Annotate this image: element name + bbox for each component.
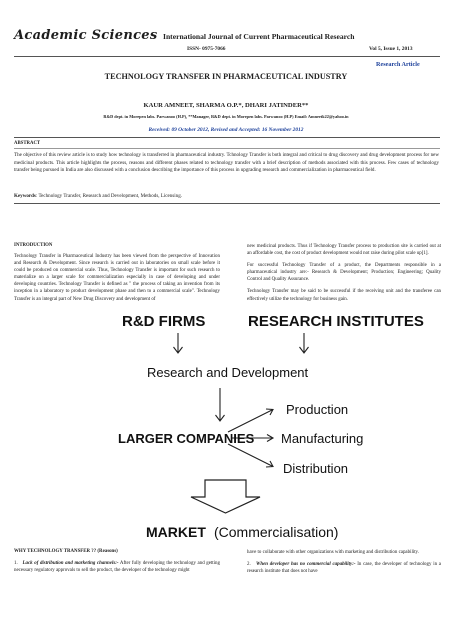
diagram-research-institutes: RESEARCH INSTITUTES <box>248 313 424 330</box>
abstract-heading: ABSTRACT <box>14 141 41 146</box>
article-affiliation: R&D dept. in Morepen labs. Parwanoo (H.P), **Manager, R&D dept. in Morepen labs. Parwanoo (H.P) Email: Amneetk22@yahoo.in <box>103 114 349 119</box>
diagram-manufacturing: Manufacturing <box>281 431 364 446</box>
journal-title: International Journal of Current Pharmaceutical Research <box>163 32 355 41</box>
reason-text: After fully developing the technology and getting necessary regulatory approvals to sell the product, the developer of the technology might <box>14 561 220 574</box>
arrow-rd-firms <box>174 333 183 353</box>
diagram-arrows <box>174 333 309 467</box>
introduction-paragraph: new medicinal products. Thus if Technology Transfer process to production site is carried out at an affordable cost, the cost of product development would not raise during pilot scale up[1]. <box>247 244 441 257</box>
arrow-to-larger-companies <box>216 388 225 421</box>
journal-logo: Academic Sciences <box>14 28 158 43</box>
diagram-distribution: Distribution <box>283 461 349 476</box>
reason-text: In case, the developer of technology in a research institute that does not have <box>247 562 441 575</box>
introduction-paragraph: Technology Transfer may be said to be successful if the receiving unit and the transferee can effectively utilize the technology for business gain. <box>247 289 441 302</box>
keywords-list: : Technology Transfer, Research and Development, Methods, Licensing. <box>35 193 182 199</box>
reasons-left-column <box>14 560 220 579</box>
diagram-research-development: Research and Development <box>147 365 309 380</box>
reason-title: When developer has no commercial capability:- <box>255 562 356 568</box>
arrow-to-distribution <box>228 444 273 467</box>
abstract-text: The objective of this review article is to study how technology is transferred in pharmaceutical industry. Tchnology Transfer is both integral and critical to drug discovery and drug development process for new medicinal products. This article highlights the process, reasons and different phases related to technology transfer with a brief description of methods associated with this process. Few cases of technology transfer being pursued in India are also discussed with a conclusion describing the importance of this process in upgrading research and commercialization in pharmaceutical field. <box>14 152 439 174</box>
article-type: Research Article <box>376 61 420 68</box>
reason-item-2 <box>247 561 441 575</box>
introduction-paragraph: For successful Technology Transfer of a product, the Departments responsible in a pharmaceutical industry are:- Research & Development; Production; Engineering; Quality Control and Quality Assurance. <box>247 263 441 283</box>
issn: ISSN- 0975-7066 <box>187 46 226 52</box>
reason-number: 2. <box>247 562 251 568</box>
volume-issue: Vol 5, Issue 1, 2013 <box>369 46 413 52</box>
diagram-commercialisation: (Commercialisation) <box>214 524 339 540</box>
diagram-larger-companies: LARGER COMPANIES <box>118 431 255 446</box>
arrow-to-production <box>228 409 273 432</box>
introduction-paragraph: Technology Transfer in Pharmaceutical Industry has been viewed from the perspective of Innovation and Research & Development. Since research is carried out in laboratories on small scale before it could be produced on commercial scale. Thus, Technology Transfer is important for such research to materialize on a larger scale for commercialization especially in case of developing and under developing countries. Technology Transfer is defined as " the process of taking an invention from its inception in a laboratory to product development phase and then to a commercial scale". Technology Transfer is an integral part of New Drug Discovery and development of <box>14 254 220 302</box>
reasons-right-column <box>247 549 441 580</box>
keywords-label: Keywords <box>14 193 36 199</box>
reason-number: 1. <box>14 561 18 566</box>
reasons-paragraph: have to collaborate with other organizations with marketing and distribution capability. <box>247 550 419 555</box>
received-dates: Received: 09 October 2012, Revised and Accepted: 16 November 2012 <box>148 127 304 133</box>
diagram-rd-firms: R&D FIRMS <box>122 313 206 330</box>
reasons-heading: WHY TECHNOLOGY TRANSFER ?? (Reasons) <box>14 549 118 554</box>
introduction-heading: INTRODUCTION <box>14 243 53 248</box>
diagram-market: MARKET <box>146 524 206 540</box>
reason-item-1 <box>14 560 220 574</box>
article-title: TECHNOLOGY TRANSFER IN PHARMACEUTICAL INDUSTRY <box>104 72 348 81</box>
reason-title: Lack of distribution and marketing channels:- <box>22 561 119 566</box>
article-authors: KAUR AMNEET, SHARMA O.P.*, DHARI JATINDER** <box>143 102 309 109</box>
diagram-production: Production <box>286 402 349 417</box>
arrow-research-institutes <box>300 333 309 353</box>
market-arrow <box>191 480 260 513</box>
